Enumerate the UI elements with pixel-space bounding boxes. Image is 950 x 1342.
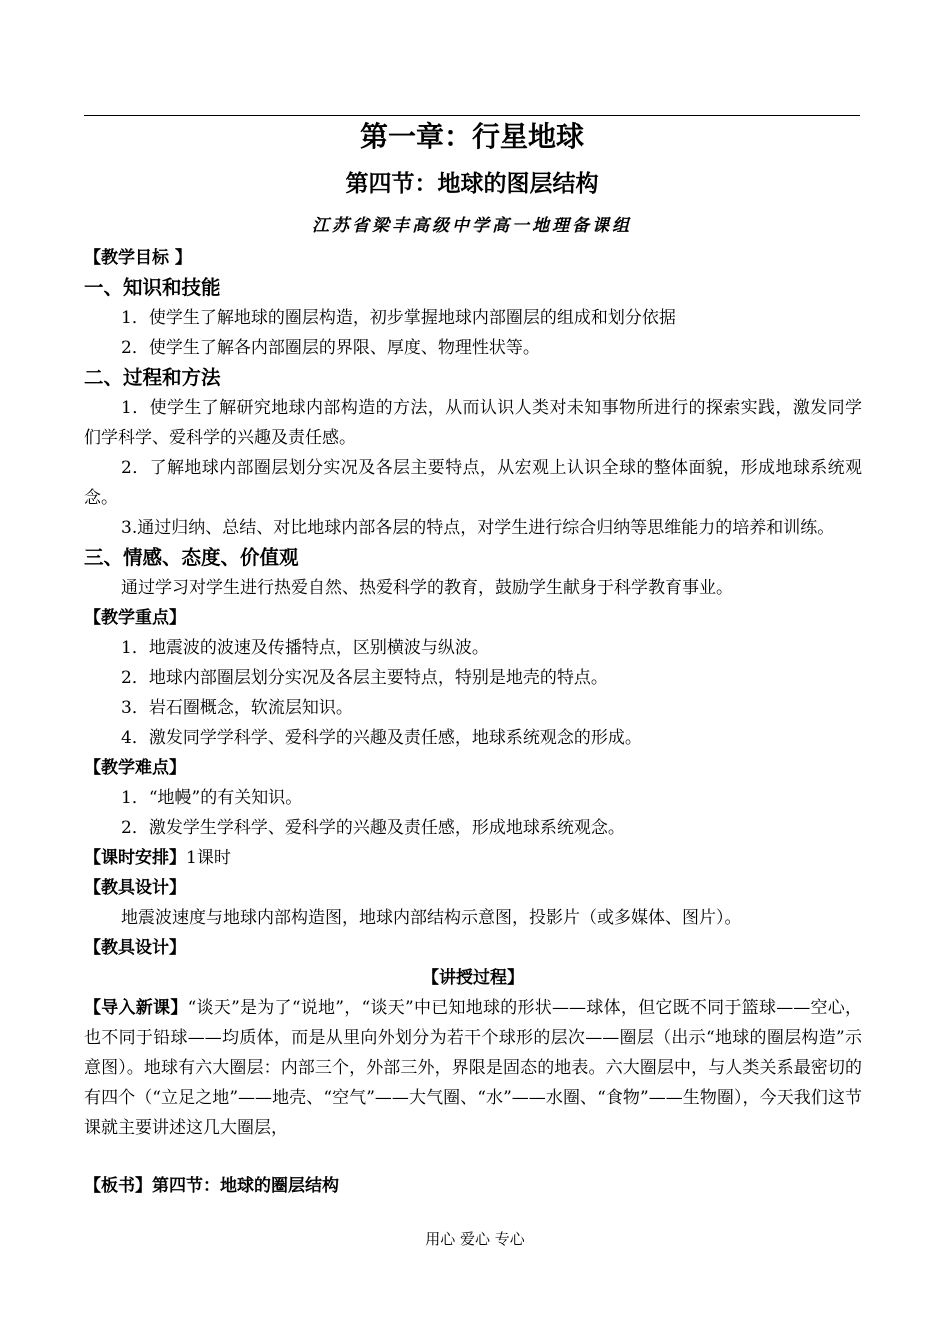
emotion-text: 通过学习对学生进行热爱自然、热爱科学的教育，鼓励学生献身于科学教育事业。 [121,578,733,598]
knowledge-item: 1．使学生了解地球的圈层构造，初步掌握地球内部圈层的组成和划分依据 [121,308,676,328]
knowledge-item: 2．使学生了解各内部圈层的界限、厚度、物理性状等。 [121,338,540,358]
tools-label: 【教具设计】 [84,878,186,898]
difficulty-item: 2．激发学生学科学、爱科学的兴趣及责任感，形成地球系统观念。 [121,818,625,838]
header-rule [84,115,860,116]
tools-label-repeat: 【教具设计】 [84,938,186,958]
key-points-label: 【教学重点】 [84,608,186,628]
key-point-item: 1．地震波的波速及传播特点，区别横波与纵波。 [121,638,489,658]
process-item: 2．了解地球内部圈层划分实况及各层主要特点，从宏观上认识全球的整体面貌，形成地球系统观念。 [84,458,862,508]
difficulty-item: 1．“地幔”的有关知识。 [121,788,303,808]
key-point-item: 3．岩石圈概念，软流层知识。 [121,698,353,718]
difficulties-label: 【教学难点】 [84,758,186,778]
schedule-label: 【课时安排】 [84,848,186,868]
document-body [84,243,862,1201]
key-point-item: 2．地球内部圈层划分实况及各层主要特点，特别是地壳的特点。 [121,668,608,688]
chapter-title: 第一章：行星地球 [359,120,584,153]
process-item: 3.通过归纳、总结、对比地球内部各层的特点，对学生进行综合归纳等思维能力的培养和训练。 [121,518,835,538]
knowledge-heading: 一、知识和技能 [84,276,221,299]
author-line: 江苏省梁丰高级中学高一地理备课组 [312,216,632,236]
key-point-item: 4．激发同学学科学、爱科学的兴趣及责任感，地球系统观念的形成。 [121,728,642,748]
board-line [84,1171,862,1201]
section-title: 第四节：地球的图层结构 [345,170,599,197]
process-heading: 二、过程和方法 [84,366,221,389]
schedule-line [84,843,862,873]
intro-label: 【导入新课】 [84,998,188,1018]
process-item: 1．使学生了解研究地球内部构造的方法，从而认识人类对未知事物所进行的探索实践，激发同学们学科学、爱科学的兴趣及责任感。 [84,398,862,448]
board-label: 【板书】 [84,1176,152,1196]
schedule-value: 1课时 [186,848,231,868]
lecture-heading: 【讲授过程】 [422,968,524,988]
board-text: 第四节：地球的圈层结构 [152,1176,339,1196]
emotion-heading: 三、情感、态度、价值观 [84,546,299,569]
intro-paragraph [84,993,862,1143]
tools-text: 地震波速度与地球内部构造图，地球内部结构示意图，投影片（或多媒体、图片）。 [121,908,742,928]
intro-text: “谈天”是为了“说地”，“谈天”中已知地球的形状——球体，但它既不同于篮球——空心，也不同于铅球——均质体，而是从里向外划分为若干个球形的层次——圈层（出示“地球的圈层构造”示意图）。地球有六大圈层：内部三个，外部三外，界限是固态的地表。六大圈层中，与人类关系最密切的有四个（“立足之地”——地壳、“空气”——大气圈、“水”——水圈、“食物”——生物圈），今天我们这节课就主要讲述这几大圈层， [84,998,863,1138]
page-footer: 用心 爱心 专心 [425,1230,525,1248]
spacer [84,1143,862,1171]
objectives-label: 【教学目标 】 [84,248,192,268]
